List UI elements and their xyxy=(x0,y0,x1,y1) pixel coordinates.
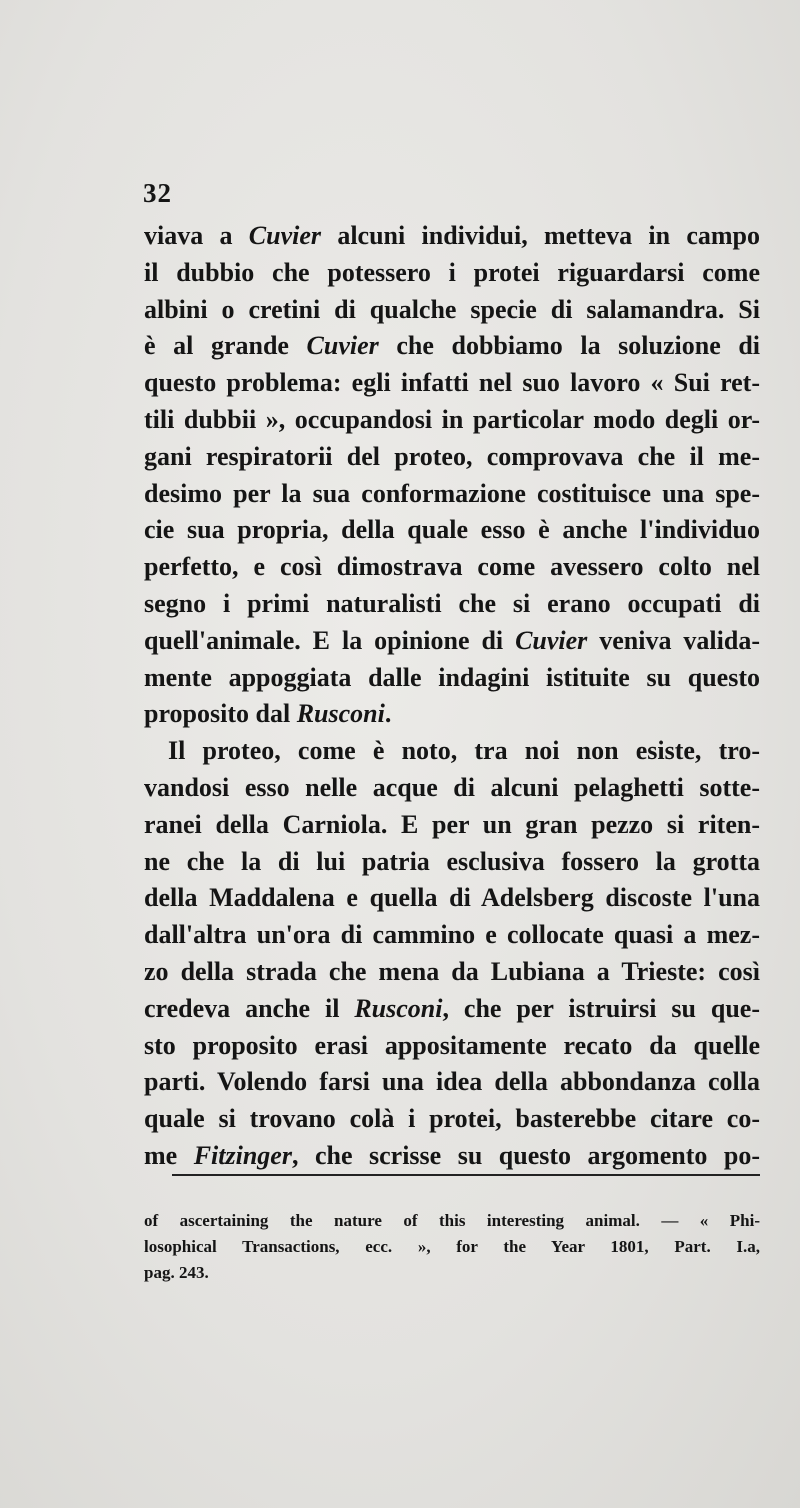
text-line: Il proteo, come è noto, tra noi non esiste, tro- xyxy=(168,736,760,766)
text-line: quale si trovano colà i protei, basterebbe citare co- xyxy=(144,1104,760,1134)
text-line: tili dubbii », occupandosi in particolar modo degli or- xyxy=(144,404,760,434)
text-line: zo della strada che mena da Lubiana a Trieste: così xyxy=(144,956,760,986)
text-line: è al grande Cuvier che dobbiamo la soluzione di xyxy=(144,331,761,361)
text-line: il dubbio che potessero i protei riguardarsi come xyxy=(144,257,760,287)
text-line: quell'animale. E la opinione di Cuvier veniva valida- xyxy=(144,625,760,655)
text-line: sto proposito erasi appositamente recato da quelle xyxy=(144,1030,760,1060)
text-line: parti. Volendo farsi una idea della abbondanza colla xyxy=(144,1067,760,1097)
text-line: viava a Cuvier alcuni individui, metteva in campo xyxy=(144,221,760,250)
text-line: vandosi esso nelle acque di alcuni pelaghetti sotte- xyxy=(144,772,760,802)
main-text xyxy=(144,218,760,1175)
text-line: ne che la di lui patria esclusiva fossero la grotta xyxy=(144,846,760,876)
text-line: me Fitzinger, che scrisse su questo argomento po- xyxy=(144,1140,760,1170)
footnote-line: losophical Transactions, ecc. », for the Year 1801, Part. I.a, xyxy=(144,1237,760,1256)
text-line: gani respiratorii del proteo, comprovava che il me- xyxy=(144,441,760,471)
text-line: perfetto, e così dimostrava come avessero colto nel xyxy=(144,552,760,582)
page-number: 32 xyxy=(143,178,172,208)
footnote-separator xyxy=(172,1174,760,1176)
footnote-line: pag. 243. xyxy=(144,1263,209,1282)
text-line: mente appoggiata dalle indagini istituite su questo xyxy=(144,662,760,692)
text-line: questo problema: egli infatti nel suo lavoro « Sui ret- xyxy=(144,368,760,398)
text-line: cie sua propria, della quale esso è anche l'individuo xyxy=(144,515,760,545)
text-line: dall'altra un'ora di cammino e collocate quasi a mez- xyxy=(144,920,760,950)
footnote-line: of ascertaining the nature of this interesting animal. — « Phi- xyxy=(144,1211,760,1230)
text-line: albini o cretini di qualche specie di salamandra. Si xyxy=(144,294,760,324)
text-line: desimo per la sua conformazione costituisce una spe- xyxy=(144,478,760,508)
text-line: proposito dal Rusconi. xyxy=(144,699,392,729)
text-line: ranei della Carniola. E per un gran pezzo si riten- xyxy=(144,809,760,839)
text-line: credeva anche il Rusconi, che per istruirsi su que- xyxy=(144,993,760,1023)
text-line: della Maddalena e quella di Adelsberg discoste l'una xyxy=(144,883,760,913)
text-line: segno i primi naturalisti che si erano occupati di xyxy=(144,588,760,618)
footnote xyxy=(144,1208,760,1286)
